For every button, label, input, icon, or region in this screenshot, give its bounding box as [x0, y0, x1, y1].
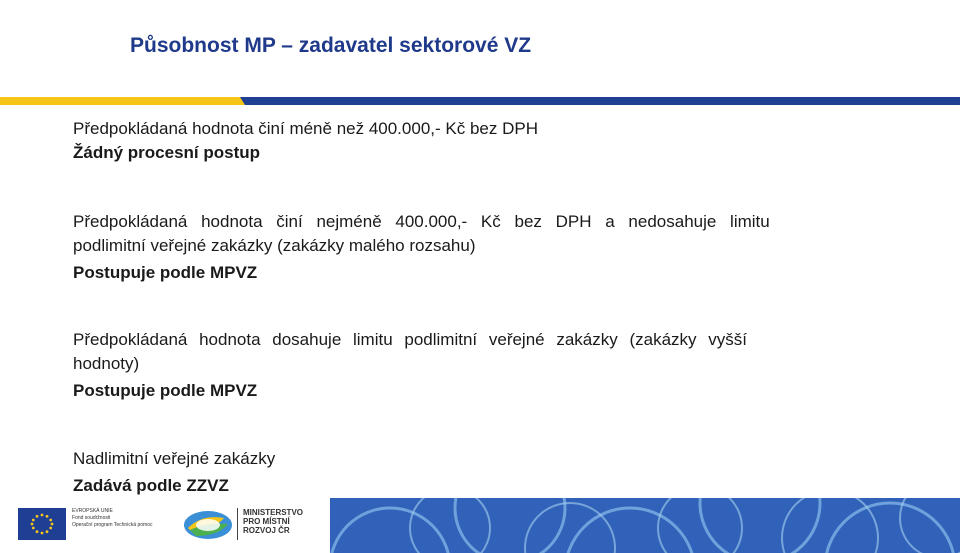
section-2: [73, 210, 881, 285]
mmr-logo-icon: [182, 508, 234, 542]
section-4-line-1: Nadlimitní veřejné zakázky: [73, 449, 276, 468]
eu-flag-icon: [18, 508, 66, 540]
footer: [0, 498, 960, 553]
footer-decoration: [330, 498, 960, 553]
eu-text-line-2: Fond soudržnosti: [72, 515, 111, 521]
mmr-separator: [237, 508, 238, 540]
section-4: [73, 447, 881, 498]
section-2-line-2: podlimitní veřejné zakázky (zakázky malého rozsahu): [73, 236, 476, 255]
section-3-line-2: hodnoty): [73, 354, 140, 373]
header-band-yellow: [0, 97, 245, 105]
eu-text-line-1: EVROPSKÁ UNIE: [72, 508, 113, 514]
section-3-line-1: Předpokládaná hodnota dosahuje limitu podlimitní veřejné zakázky (zakázky vyšší: [73, 330, 747, 349]
eu-text-line-3: Operační program Technická pomoc: [72, 522, 153, 528]
eu-text: [72, 508, 182, 529]
section-4-action: Zadává podle ZZVZ: [73, 476, 229, 495]
section-1-action: Žádný procesní postup: [73, 143, 261, 162]
section-2-action: Postupuje podle MPVZ: [73, 263, 258, 282]
page-title: Působnost MP – zadavatel sektorové VZ: [130, 34, 532, 57]
section-1-line-1: Předpokládaná hodnota činí méně než 400.000,- Kč bez DPH: [73, 119, 538, 138]
header-band: [0, 97, 960, 105]
section-2-line-1: Předpokládaná hodnota činí nejméně 400.000,- Kč bez DPH a nedosahuje limitu: [73, 212, 770, 231]
mmr-text-line-1: MINISTERSTVO: [243, 508, 304, 517]
section-3: [73, 328, 881, 403]
footer-logos: [0, 498, 330, 553]
mmr-text-line-3: ROZVOJ ČR: [243, 526, 290, 535]
mmr-text: [243, 508, 303, 535]
section-3-action: Postupuje podle MPVZ: [73, 381, 258, 400]
mmr-text-line-2: PRO MÍSTNÍ: [243, 517, 290, 526]
section-1: [73, 117, 881, 165]
